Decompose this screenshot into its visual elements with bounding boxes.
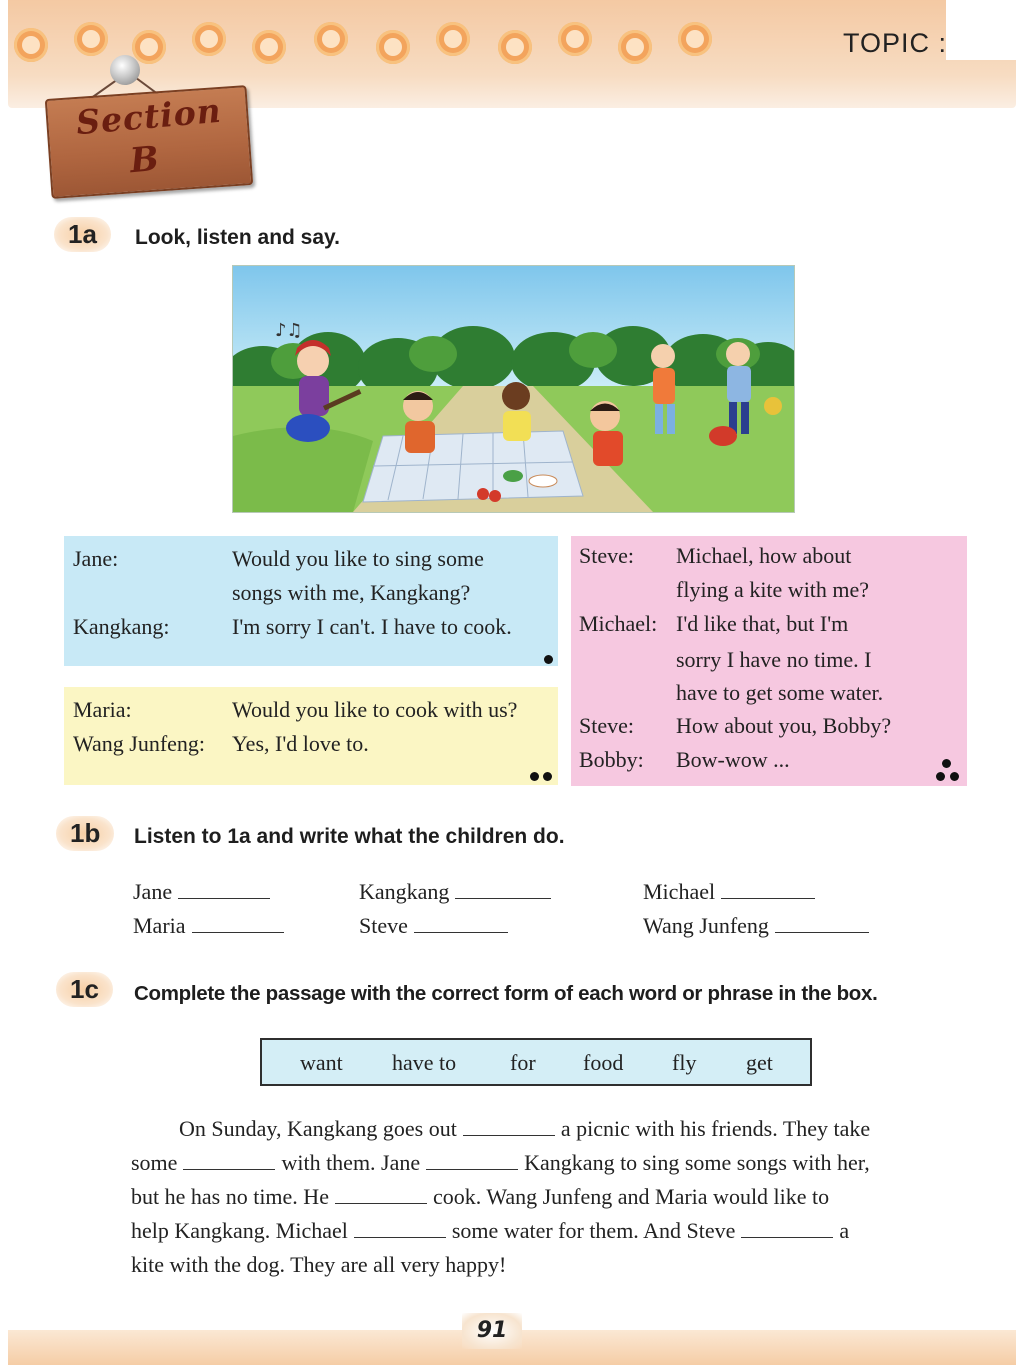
dialogue-line: songs with me, Kangkang? xyxy=(232,580,471,605)
section-title: Section xyxy=(74,90,224,143)
passage-text: some water for them. And Steve xyxy=(451,1218,736,1243)
child-name: Jane xyxy=(133,879,173,904)
speaker-label: Jane: xyxy=(73,546,119,571)
dot-decoration xyxy=(192,22,226,56)
activity-1c-instruction: Complete the passage with the correct form of each word or phrase in the box. xyxy=(134,982,878,1005)
fill-item-steve xyxy=(359,913,508,939)
dialogue-line: I'm sorry I can't. I have to cook. xyxy=(232,614,512,639)
fill-item-kangkang xyxy=(359,879,551,905)
passage-blank[interactable] xyxy=(335,1185,427,1204)
dialogue-line: How about you, Bobby? xyxy=(676,713,892,738)
passage-line-5 xyxy=(131,1252,506,1278)
passage-blank[interactable] xyxy=(741,1219,833,1238)
dialogue-line: I'd like that, but I'm xyxy=(676,611,849,636)
activity-1b-instruction: Listen to 1a and write what the children do. xyxy=(134,825,565,848)
passage-blank[interactable] xyxy=(183,1151,275,1170)
child-name: Maria xyxy=(133,913,186,938)
speaker-label: Michael: xyxy=(579,611,658,636)
dot-marker-icon xyxy=(544,655,553,664)
passage-text: but he has no time. He xyxy=(131,1184,329,1209)
dot-decoration xyxy=(558,22,592,56)
answer-blank[interactable] xyxy=(178,880,270,899)
passage-line-3 xyxy=(131,1184,829,1210)
dialogue-line: Would you like to sing some xyxy=(232,546,484,571)
passage-blank[interactable] xyxy=(463,1117,555,1136)
dialogue-line: flying a kite with me? xyxy=(676,577,870,602)
svg-text:♪♫: ♪♫ xyxy=(275,320,303,341)
activity-1b-number: 1b xyxy=(56,816,114,851)
dot-decoration xyxy=(376,30,410,64)
dialogue-line: Yes, I'd love to. xyxy=(232,731,369,756)
word-option: get xyxy=(746,1050,773,1075)
speaker-label: Steve: xyxy=(579,713,634,738)
passage-text: some xyxy=(131,1150,178,1175)
dot-marker-icon xyxy=(543,772,552,781)
speaker-label: Kangkang: xyxy=(73,614,170,639)
word-option: have to xyxy=(392,1050,457,1075)
dialogue-line: Bow-wow ... xyxy=(676,747,790,772)
pin-icon xyxy=(110,55,140,85)
answer-blank[interactable] xyxy=(775,914,869,933)
passage-text: help Kangkang. Michael xyxy=(131,1218,348,1243)
word-option: want xyxy=(300,1050,343,1075)
dialogue-line: Would you like to cook with us? xyxy=(232,697,518,722)
speaker-label: Bobby: xyxy=(579,747,644,772)
word-option: fly xyxy=(672,1050,697,1075)
passage-line-2 xyxy=(131,1150,870,1176)
dot-decoration xyxy=(252,30,286,64)
dialogue-line: sorry I have no time. I xyxy=(676,647,872,672)
passage-line-1 xyxy=(179,1116,967,1142)
passage-text: On Sunday, Kangkang goes out xyxy=(179,1116,457,1141)
passage-line-4 xyxy=(131,1218,849,1244)
banner-corner xyxy=(946,0,1016,60)
page-number: 91 xyxy=(462,1313,522,1349)
answer-blank[interactable] xyxy=(414,914,508,933)
passage-blank[interactable] xyxy=(354,1219,446,1238)
passage-blank[interactable] xyxy=(426,1151,518,1170)
word-option: food xyxy=(583,1050,624,1075)
dot-decoration xyxy=(14,28,48,62)
child-name: Kangkang xyxy=(359,879,450,904)
dot-decoration xyxy=(74,22,108,56)
answer-blank[interactable] xyxy=(721,880,815,899)
topic-label: TOPIC : xyxy=(843,28,948,58)
word-option: for xyxy=(510,1050,536,1075)
passage-text: a xyxy=(839,1218,850,1243)
dot-decoration xyxy=(678,22,712,56)
fill-item-wang-junfeng xyxy=(643,913,869,939)
speaker-label: Wang Junfeng: xyxy=(73,731,206,756)
child-name: Michael xyxy=(643,879,716,904)
answer-blank[interactable] xyxy=(192,914,284,933)
dot-marker-icon xyxy=(950,772,959,781)
dot-marker-icon xyxy=(936,772,945,781)
dialogue-line: have to get some water. xyxy=(676,680,884,705)
picnic-scene-image xyxy=(233,266,794,512)
dot-decoration xyxy=(132,30,166,64)
word-box xyxy=(260,1038,812,1086)
dot-decoration xyxy=(436,22,470,56)
passage-text: Kangkang to sing some songs with her, xyxy=(524,1150,870,1175)
speaker-label: Steve: xyxy=(579,543,634,568)
passage-text: a picnic with his friends. They take xyxy=(560,1116,871,1141)
dot-decoration xyxy=(498,30,532,64)
passage-text: kite with the dog. They are all very happy! xyxy=(131,1252,507,1277)
activity-1a-number: 1a xyxy=(54,217,111,252)
passage-text: with them. Jane xyxy=(281,1150,421,1175)
passage-text: cook. Wang Junfeng and Maria would like to xyxy=(432,1184,830,1209)
section-letter: B xyxy=(128,138,161,182)
dot-marker-icon xyxy=(530,772,539,781)
dialogue-line: Michael, how about xyxy=(676,543,852,568)
dot-marker-icon xyxy=(942,759,951,768)
fill-item-maria xyxy=(133,913,284,939)
child-name: Steve xyxy=(359,913,408,938)
picnic-illustration xyxy=(232,265,795,513)
speaker-label: Maria: xyxy=(73,697,132,722)
fill-item-michael xyxy=(643,879,815,905)
fill-item-jane xyxy=(133,879,270,905)
activity-1a-instruction: Look, listen and say. xyxy=(135,226,340,249)
child-name: Wang Junfeng xyxy=(643,913,769,938)
dot-decoration xyxy=(314,22,348,56)
dot-decoration xyxy=(618,30,652,64)
answer-blank[interactable] xyxy=(455,880,551,899)
activity-1c-number: 1c xyxy=(56,972,113,1007)
